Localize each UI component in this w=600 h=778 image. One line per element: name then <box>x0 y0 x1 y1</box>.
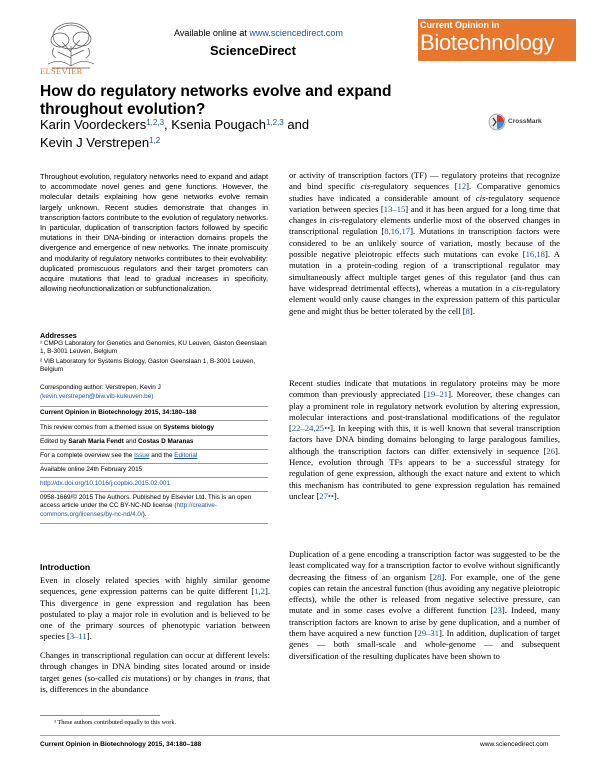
text-run: Duplication of a gene encoding a transcription factor was suggested to be the least complicated way for a transcription factor to evolve without significantly decreasing the fitness of an organism [ <box>289 549 560 582</box>
text-run: Changes in transcriptional regulation can occur at different levels: through changes in DNA binding sites located around or inside target genes (so-called <box>40 650 270 683</box>
theme-line <box>40 424 270 432</box>
elsevier-wordmark: ELSEVIER <box>40 66 83 76</box>
divider <box>40 491 268 492</box>
text-run: cis <box>360 181 371 192</box>
author-list <box>40 116 440 152</box>
body-paragraph <box>289 378 560 502</box>
addresses-heading: Addresses <box>40 331 77 340</box>
reference-link[interactable]: 28 <box>432 571 442 582</box>
text-run: mutations) or by changes in <box>130 672 235 683</box>
license-link[interactable]: http://creative-commons.org/licenses/by-nc-nd/4.0/ <box>40 502 217 518</box>
introduction-heading: Introduction <box>40 562 91 572</box>
divider <box>40 420 268 421</box>
text-run: ]. In keeping with this, it is well known that several transcription factors have DNA binding domains belonging to large paralogous families, although the transcription factors can differ extensively in sequence [ <box>289 423 560 456</box>
reference-link[interactable]: 13–15 <box>383 203 406 214</box>
divider <box>40 406 268 407</box>
sciencedirect-link[interactable]: www.sciencedirect.com <box>249 28 343 38</box>
reference-link[interactable]: 19–21 <box>426 389 449 400</box>
copyright-notice <box>40 494 270 519</box>
reference-link[interactable]: 16,18 <box>525 249 545 260</box>
author-name: Ksenia Pougach <box>171 117 266 132</box>
journal-banner-top: Current Opinion in <box>420 20 500 30</box>
author-name: Karin Voordeckers <box>40 117 147 132</box>
reference-link[interactable]: 8,16,17 <box>384 226 411 237</box>
journal-banner-title: Biotechnology <box>420 30 555 55</box>
reference-link[interactable]: 3–11 <box>69 631 87 642</box>
author-affiliation-sup[interactable]: 1,2,3 <box>265 118 284 127</box>
footnote-divider <box>40 715 160 716</box>
author-separator: , <box>164 117 172 132</box>
edited-line <box>40 438 270 446</box>
text-run: ] and it has been argued for a long time that changes in <box>289 203 560 226</box>
divider <box>40 523 268 524</box>
text-run: ]. For example, one of the gene copies can retain the ancestral function (thus avoiding any negative pleiotropic effects), while the other is released from negative selective pressure, can mutate and in some cases evolve a different function [ <box>289 571 561 616</box>
text-run: ]. <box>333 490 339 501</box>
text-run: cis <box>475 192 486 203</box>
text-run: trans <box>234 672 253 683</box>
body-paragraph <box>289 170 560 317</box>
crossmark-label: CrossMark <box>508 118 542 125</box>
text-run: ]. Indeed, many transcription factors are known to arise by gene duplication, and a number of them have acquired a new function [ <box>289 605 560 639</box>
corresponding-author-label: Corresponding author: Verstrepen, Kevin J <box>40 384 161 391</box>
edited-and: and <box>123 438 139 445</box>
text-run: cis <box>121 672 131 683</box>
text-run: ]. <box>86 631 92 642</box>
text-run: ]. Comparative genomics studies have indicated a considerable amount of <box>289 181 560 203</box>
text-run: ]. <box>469 305 475 316</box>
text-run: ]. Moreover, these changes can play a prominent role in regulatory network evolution by altering expression, molecular interactions and post-translational modifications of the regulator [ <box>289 389 560 434</box>
text-run: ]. Mutations in transcription factors were considered to be an unlikely source of variation, mostly because of the possible negative pleiotropic effects such mutations can evoke [ <box>289 226 560 260</box>
issue-link[interactable]: Issue <box>134 452 150 459</box>
footer-divider <box>40 735 560 736</box>
citation-line: Current Opinion in Biotechnology 2015, 34:180–188 <box>40 409 197 416</box>
editor-name: Sarah Maria Fendt <box>68 438 124 445</box>
copyright-end: ). <box>142 510 147 518</box>
reference-link[interactable]: 1,2 <box>254 586 265 597</box>
copyright-text: 0958-1669/© 2015 The Authors. Published by Elsevier Ltd. This is an open access article under the CC BY-NC-ND license ( <box>40 494 252 510</box>
text-run: cis <box>512 282 522 293</box>
footer-website: www.sciencedirect.com <box>480 741 549 748</box>
text-run: ]. Hence, evolution through TFs appears to be a successful strategy for regulation of gene expression, although the exact nature and extent to which this mechanism has contributed to gene expression regulation has remained unclear [ <box>289 445 560 501</box>
theme-name: Systems biology <box>163 424 215 431</box>
text-run: -regulatory sequence variation between species [ <box>289 192 560 214</box>
reference-link[interactable]: 27•• <box>319 490 334 501</box>
body-paragraph <box>40 650 270 695</box>
text-run: ]. This divergence in gene expression and regulation has been postulated to play a major role in evolution and is believed to be one of the primary sources of phenotypic variation between species [ <box>40 586 270 642</box>
text-run: ]. A mutation in a protein-coding region of a transcriptional regulator may simultaneously affect multiple target genes of this regulator (and thus can have widespread detrimental effects), whereas a mutation in a <box>289 249 560 293</box>
edited-label: Edited by <box>40 438 69 445</box>
author-affiliation-sup[interactable]: 1,2 <box>149 136 161 145</box>
author-separator: and <box>283 117 310 132</box>
text-run: ]. In addition, duplication of target genes — both small-scale and whole-genome — and subsequent diversification of the resulting duplicates have been shown to <box>289 628 560 661</box>
reference-link[interactable]: 23 <box>493 605 502 616</box>
author-affiliation-sup[interactable]: 1,2,3 <box>146 118 165 127</box>
reference-link[interactable]: 12 <box>457 181 467 192</box>
footnote: ³ These authors contributed equally to this work. <box>54 719 177 726</box>
available-online-label: Available online at <box>174 28 247 38</box>
text-run: -regulatory element would only cause changes in the expression pattern of this particular gene and might thus be better tolerated by the cell [ <box>289 282 560 316</box>
body-paragraph <box>40 575 270 643</box>
footer-citation: Current Opinion in Biotechnology 2015, 34:180–188 <box>40 741 202 748</box>
abstract: Throughout evolution, regulatory networks need to expand and adapt to accommodate novel genes and gene functions. However, the molecular details explaining how gene networks evolve remain largely unknown. Recent studies demonstrate that changes in transcription factors contribute to the evolution of regulatory networks. In particular, duplication of transcription factors followed by specific mutations in their DNA-binding or interaction domains propels the divergence and emergence of new networks. The innate promiscuity and modularity of regulatory networks contributes to their evolvability: duplicated promiscuous regulators and their target promoters can acquire mutations that lead to gradual increases in specificity, allowing neofunctionalization or subfunctionalization. <box>40 172 268 294</box>
doi-link[interactable]: http://dx.doi.org/10.1016/j.copbio.2015.02.001 <box>40 480 171 487</box>
divider <box>40 435 268 436</box>
text-run: -regulatory sequences [ <box>370 181 458 192</box>
text-run: -regulatory elements underlie most of the observed changes in transcriptional regulation [ <box>289 215 560 237</box>
editor-name: Costas D Maranas <box>138 438 194 445</box>
text-run: , that is, differences in the abundance <box>40 672 271 694</box>
address-item: ² VIB Laboratory for Systems Biology, Gaston Geenslaan 1, B-3001 Leuven, Belgium <box>40 358 256 374</box>
divider <box>40 463 268 464</box>
address-item: ¹ CMPG Laboratory for Genetics and Genomics, KU Leuven, Gaston Geenslaan 1, B-3001 Leuven, Belgium <box>40 340 267 356</box>
divider <box>40 477 268 478</box>
editorial-link[interactable]: Editorial <box>174 452 198 459</box>
corresponding-email-link[interactable]: (kevin.verstrepen@biw.vib-kuleuven.be) <box>40 392 154 400</box>
sciencedirect-logo: ScienceDirect <box>210 43 296 58</box>
corresponding-author <box>40 384 268 401</box>
available-online-line <box>174 28 343 38</box>
reference-link[interactable]: 22–24,25•• <box>291 423 331 434</box>
text-run: cis <box>329 215 339 226</box>
reference-link[interactable]: 26 <box>546 445 555 456</box>
body-paragraph <box>289 549 560 662</box>
divider <box>40 449 268 450</box>
theme-label: This review comes from a themed issue on <box>40 424 164 431</box>
article-title: How do regulatory networks evolve and expand throughout evolution? <box>40 83 392 118</box>
crossmark-badge[interactable] <box>488 112 558 137</box>
text-run: or activity of transcription factors (TF) — regulatory proteins that recognize and bind specific <box>289 170 560 192</box>
overview-label: For a complete overview see the <box>40 452 135 459</box>
author-name: Kevin J Verstrepen <box>40 135 150 150</box>
text-run: Even in closely related species with highly similar genome sequences, gene expression patterns can be quite different [ <box>40 575 270 597</box>
text-run: Recent studies indicate that mutations in regulatory proteins may be more common than previously appreciated [ <box>289 378 560 400</box>
overview-and: and the <box>149 452 175 459</box>
available-online-date: Available online 24th February 2015 <box>40 466 143 473</box>
reference-link[interactable]: 8 <box>465 305 470 316</box>
reference-link[interactable]: 29–31 <box>417 628 440 639</box>
overview-line <box>40 452 270 460</box>
